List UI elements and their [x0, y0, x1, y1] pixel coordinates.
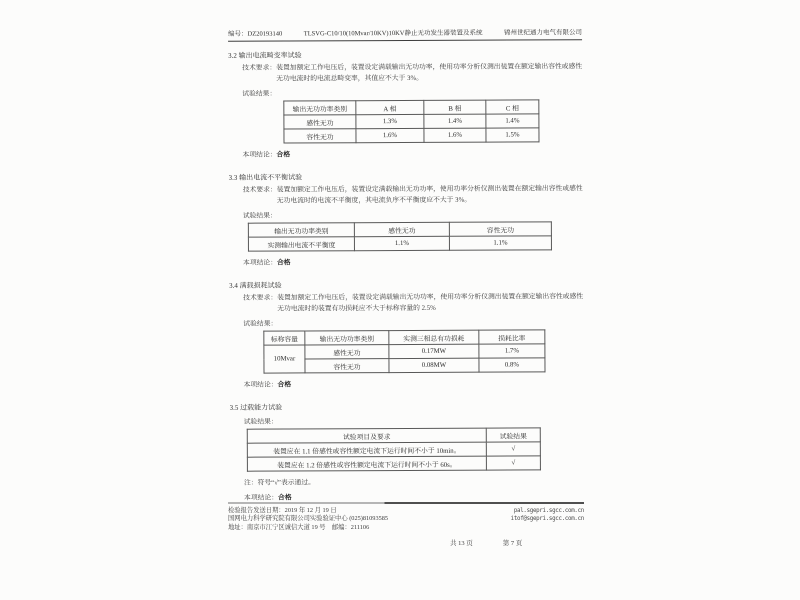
table-cell: 1.4%	[424, 114, 486, 128]
requirement-label: 技术要求：	[242, 64, 277, 72]
pass-checkmark-cell: √	[486, 456, 540, 470]
section-3-3-conclusion	[243, 255, 583, 266]
table-cell: 感性无功	[305, 345, 389, 359]
company-name: 锦州世纪通力电气有限公司	[503, 29, 583, 37]
overload-capability-table	[247, 427, 541, 471]
email-address: itof@sgepri.sgcc.com.cn	[510, 516, 584, 523]
table-cell: 1.4%	[486, 114, 539, 128]
conclusion-label: 本项结论：	[243, 381, 278, 389]
table-cell: 1.1%	[354, 236, 449, 250]
requirement-label: 技术要求：	[242, 186, 277, 194]
report-send-date: 检验报告发送日期：2019 年 12 月 19 日	[228, 506, 337, 514]
test-item-cell: 装置应在 1.2 倍感性或容性额定电流下运行时间不小于 60s。	[247, 456, 486, 471]
footer-divider	[228, 502, 584, 504]
table-header-cell: A 相	[356, 100, 424, 114]
test-item-cell: 装置应在 1.1 倍感性或容性额定电流下运行时间不小于 10min。	[247, 442, 486, 457]
table-cell: 0.08MW	[389, 358, 479, 372]
table-cell: 0.8%	[479, 358, 545, 372]
document-header	[228, 27, 582, 42]
section-3-5-conclusion	[244, 490, 584, 501]
table-header-cell: 输出无功功率类别	[248, 223, 354, 237]
conclusion-value: 合格	[278, 494, 292, 502]
table-cell: 1.5%	[486, 128, 539, 142]
conclusion-label: 本项结论：	[243, 259, 278, 267]
table-cell: 感性无功	[284, 115, 356, 129]
rated-capacity-cell: 10Mvar	[264, 345, 305, 373]
footer-contact-block	[228, 507, 388, 533]
table-header-row	[284, 100, 539, 115]
report-footer	[228, 502, 584, 547]
testing-organization: 国网电力科学研究院有限公司实验验证中心 (025)81093585	[228, 515, 389, 523]
section-3-4-requirement	[243, 291, 583, 314]
conclusion-value: 合格	[276, 151, 291, 159]
full-load-loss-table	[263, 329, 545, 373]
current-unbalance-table	[248, 221, 552, 251]
table-cell: 1.6%	[424, 128, 486, 142]
table-cell: 实测输出电流不平衡度	[248, 237, 354, 251]
table-cell: 1.7%	[479, 344, 545, 358]
table-cell: 容性无功	[305, 359, 389, 373]
table-header-cell: 容性无功	[449, 222, 551, 236]
organization-address: 地址：南京市江宁区诚信大道 19 号 邮编：211106	[228, 524, 370, 532]
table-cell: 0.17MW	[389, 344, 479, 358]
table-row	[247, 456, 540, 471]
test-result-label: 试验结果：	[242, 90, 277, 98]
table-header-cell: 输出无功功率类别	[305, 331, 389, 345]
section-3-4-conclusion	[244, 377, 584, 388]
footer-email-block	[511, 507, 584, 533]
section-3-3-requirement	[243, 183, 583, 206]
table-header-cell: 实测三相总有功损耗	[389, 330, 479, 344]
table-header-cell: 输出无功功率类别	[284, 101, 356, 115]
test-result-label: 试验结果：	[243, 418, 278, 426]
current-page: 第 7 页	[502, 539, 523, 547]
page-number-line	[450, 538, 584, 547]
table-row	[264, 358, 545, 373]
table-header-row	[264, 330, 545, 345]
table-row	[284, 114, 539, 129]
table-header-cell: 感性无功	[354, 222, 449, 236]
section-3-3-heading: 3.3 输出电流不平衡试验	[228, 173, 303, 182]
report-content	[228, 27, 584, 502]
test-result-label: 试验结果：	[243, 320, 278, 328]
table-row	[264, 344, 545, 359]
table-header-cell: 损耗比率	[479, 330, 545, 344]
table-row	[247, 442, 540, 457]
requirement-text: 装置加额定工作电压后，装置设定满载输出无功功率，使用功率分析仪测出装置在额定输出容性或感性无功电流时的电流总畸变率，其值应不大于 3%。	[276, 63, 583, 83]
checkmark-note: 注：符号“√”表示通过。	[243, 479, 315, 487]
table-header-cell: 标称容量	[264, 331, 305, 345]
test-result-label: 试验结果：	[242, 212, 277, 220]
conclusion-label: 本项结论：	[242, 151, 277, 159]
section-3-4-heading: 3.4 满载损耗试验	[229, 281, 282, 290]
table-cell: 容性无功	[284, 129, 356, 143]
pass-checkmark-cell: √	[486, 442, 540, 456]
email-address: pal.sgepri.sgcc.com.cn	[513, 507, 584, 514]
requirement-label: 技术要求：	[243, 294, 278, 302]
section-3-2-requirement	[242, 61, 582, 84]
table-header-row	[247, 428, 540, 443]
section-3-2-conclusion	[243, 147, 583, 158]
total-pages: 共 13 页	[450, 539, 473, 547]
requirement-text: 装置加额定工作电压后，装置设定满载输出无功功率，使用功率分析仪测出装置在额定输出容性或感性无功电流时的装置有功损耗应不大于标称容量的 2.5%	[277, 293, 584, 313]
distortion-rate-table	[283, 99, 539, 143]
table-header-cell: C 相	[486, 100, 539, 114]
conclusion-value: 合格	[277, 381, 292, 389]
table-cell: 1.1%	[449, 236, 551, 250]
report-number: 编号：DZ20193140	[228, 30, 283, 38]
table-header-row	[248, 222, 551, 237]
table-row	[248, 236, 551, 251]
table-cell: 1.3%	[356, 114, 424, 128]
table-header-cell: 试验结果	[486, 428, 540, 442]
table-row	[284, 128, 539, 143]
table-header-cell: B 相	[424, 100, 486, 114]
requirement-text: 装置加额定工作电压后，装置设定满载输出无功功率，使用功率分析仪测出装置在额定输出容性或感性无功电流时的电流不平衡度，其电流负序不平衡度应不大于 3%。	[276, 185, 583, 205]
section-3-5-heading: 3.5 过载能力试验	[229, 403, 283, 412]
table-cell: 1.6%	[356, 128, 424, 142]
table-header-cell: 试验项目及要求	[247, 428, 486, 443]
product-title: TLSVG-C10/10(10Mvar/10KV)10KV静止无功发生器装置及系统	[303, 29, 483, 38]
section-3-2-heading: 3.2 输出电流畸变率试验	[228, 51, 302, 60]
conclusion-value: 合格	[276, 259, 291, 267]
conclusion-label: 本项结论：	[244, 494, 279, 502]
